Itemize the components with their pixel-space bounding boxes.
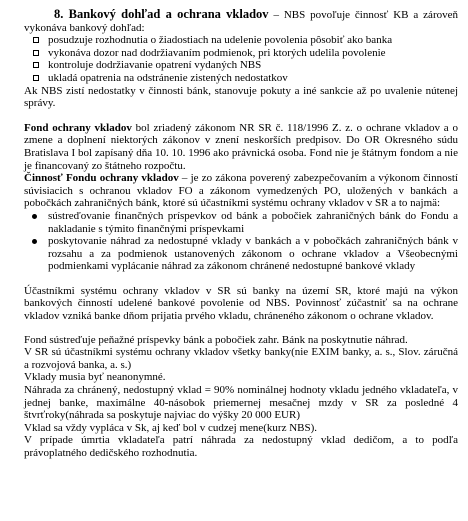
participants-paragraph: Účastníkmi systému ochrany vkladov v SR sú banky na území SR, ktoré majú na výkon bankových činností udelené bankové povolenie od NBS. Povinnosť zúčastniť sa na ochrane vkladov vzniká banke dňom prijatia prvého vkladu, chráneného zákonom o ochrane vkladov. — [24, 284, 458, 323]
fund-activity-text: – je zo zákona poverený zabezpečovaním a výkonom činností súvisiacich s ochranou vkladov FO a zákonom vymedzených PO, uložených v bankách a pobočkách zahraničných bánk, ktoré sú účastníkmi systému ochrany vkladov v SR a to najmä: — [24, 172, 458, 210]
rule-line: Fond sústreďuje peňažné príspevky bánk a pobočiek zahr. Bánk na poskytnutie náhrad. — [24, 333, 408, 346]
fund-text: bol zriadený zákonom NR SR č. 118/1996 Z. z. o ochrane vkladov a o zmene a doplnení niektorých zákonov v znení neskorších predpisov. Do OR Okresného súdu Bratislava I bol zapísaný dňa 10. 10. 1996 ako právnická osoba. Fond nie je štátnym fondom a nie je financovaný zo štátneho rozpočtu. — [24, 121, 458, 172]
list-item: vykonáva dozor nad dodržiavaním podmienok, pri ktorých udelila povolenie — [24, 47, 458, 60]
supervision-list — [24, 34, 458, 84]
section-8-intro — [24, 8, 458, 34]
list-item: poskytovanie náhrad za nedostupné vklady v bankách a v pobočkách zahraničných bánk v rozsahu a za podmienok ustanovených zákonom o ochrane vkladov a Všeobecnými podmienkami vyplácanie náhrad za zákonom chránené nedostupné bankové vklady — [24, 235, 458, 273]
section-8-heading: 8. Bankový dohľad a ochrana vkladov — [54, 7, 269, 21]
rule-line: Vklad sa vždy vypláca v Sk, aj keď bol v cudzej mene(kurz NBS). — [24, 421, 318, 434]
list-item: kontroluje dodržiavanie opatrení vydaných NBS — [24, 59, 458, 72]
list-item: sústreďovanie finančných príspevkov od bánk a pobočiek zahraničných bánk do Fondu a nakladanie s týmito finančnými príspevkami — [24, 210, 458, 235]
rule-line: Vklady musia byť neanonymné. — [24, 371, 166, 384]
list-item: ukladá opatrenia na odstránenie zistených nedostatkov — [24, 72, 458, 85]
list-item: posudzuje rozhodnutia o žiadostiach na udelenie povolenia pôsobiť ako banka — [24, 34, 458, 47]
section-8-heading-rest: – NBS povoľuje činnosť KB a zároveň vykonáva bankový dohľad: — [24, 9, 458, 34]
sanctions-paragraph: Ak NBS zistí nedostatky v činnosti bánk, stanovuje pokuty a iné sankcie až po uvalenie nútenej správy. — [24, 84, 458, 110]
fund-activity-paragraph — [24, 172, 458, 210]
fund-heading: Fond ochrany vkladov — [24, 121, 132, 134]
fund-activity-list — [24, 210, 458, 273]
fund-activity-heading: Činnosť Fondu ochrany vkladov — [24, 172, 179, 185]
rule-line: V SR sú účastníkmi systému ochrany vkladov všetky banky(nie EXIM banky, a. s., Slov. záručná a rozvojová banka, a. s.) — [24, 346, 458, 371]
rule-line: V prípade úmrtia vkladateľa patrí náhrada za nedostupný vklad dedičom, a to podľa právoplatného dedičského rozhodnutia. — [24, 434, 458, 459]
rule-line: Náhrada za chránený, nedostupný vklad = 90% nominálnej hodnoty vkladu jedného vkladateľa, v jednej banke, maximálne 40-násobok priemernej mesačnej mzdy v SR za posledné 4 štvrťroky(náhrada sa poskytuje najviac do výšky 20 000 EUR) — [24, 384, 458, 422]
fund-paragraph — [24, 122, 458, 172]
